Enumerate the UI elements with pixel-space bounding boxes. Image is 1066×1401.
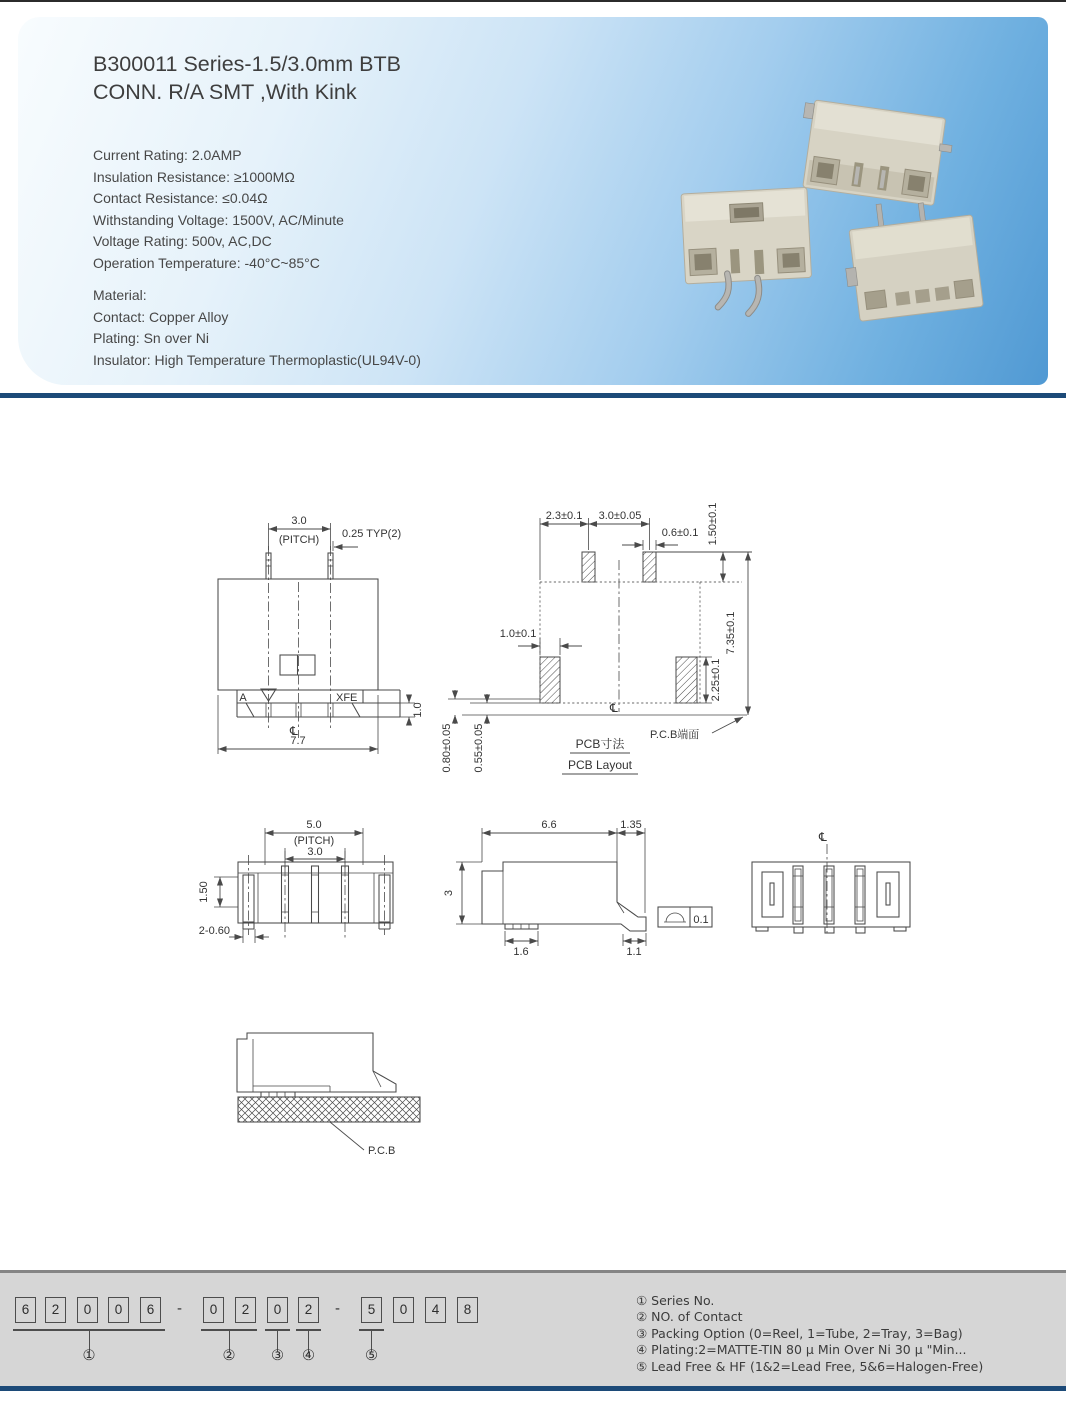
pn-digit-0: 6 — [15, 1297, 36, 1323]
product-photo — [563, 52, 1053, 382]
rear-view-drawing — [752, 830, 910, 934]
mount-pcb-label: P.C.B — [368, 1145, 396, 1157]
page-title — [93, 50, 401, 106]
dim-pcb-nail-pad-width: 1.0±0.1 — [499, 628, 537, 640]
dim-top-slot: 1.50 — [198, 881, 210, 903]
pcb-title-en: PCB Layout — [567, 758, 633, 772]
side-view-drawing — [443, 819, 712, 958]
spec-list — [93, 145, 344, 274]
pn-digit-9: 5 — [361, 1297, 382, 1323]
connector-image-left — [681, 187, 813, 316]
dim-side-latch-len: 1.35 — [620, 819, 642, 831]
dim-side-height: 3 — [443, 889, 455, 897]
dim-front-pitch: 3.0 — [291, 515, 307, 527]
dim-top-pitch: 3.0 — [307, 846, 323, 858]
pn-dash-2: - — [335, 1300, 340, 1317]
dim-front-pitch-label: (PITCH) — [278, 534, 320, 546]
legend-plating: ④ Plating:2=MATTE-TIN 80 μ Min Over Ni 30 μ "Min... — [636, 1342, 967, 1358]
legend-contacts: ② NO. of Contact — [636, 1309, 743, 1325]
dim-pcb-pad-width: 0.6±0.1 — [661, 527, 699, 539]
spec-contact-resistance: Contact Resistance: ≤0.04Ω — [93, 190, 268, 206]
mount-view-drawing — [237, 1033, 420, 1157]
title-line-2: CONN. R/A SMT ,With Kink — [93, 80, 357, 104]
dim-pcb-pad-height: 1.50±0.1 — [707, 502, 719, 546]
pn-callout-3: ③ — [271, 1348, 284, 1364]
pcb-layout-drawing — [441, 503, 752, 774]
part-number-legend — [636, 1293, 983, 1375]
spec-withstanding-voltage: Withstanding Voltage: 1500V, AC/Minute — [93, 211, 344, 228]
header-panel — [18, 17, 1048, 385]
dim-top-nail-span: 5.0 — [306, 819, 322, 831]
technical-drawings — [0, 420, 1066, 1200]
spec-voltage-rating: Voltage Rating: 500v, AC,DC — [93, 233, 272, 249]
material-plating: Plating: Sn over Ni — [93, 330, 209, 346]
dim-front-pin-typ: 0.25 TYP(2) — [342, 528, 402, 540]
pcb-centerline-symbol: ℄ — [610, 701, 618, 715]
top-view-drawing — [198, 819, 393, 943]
top-edge-rule — [0, 0, 1066, 2]
mark-a-label: A — [239, 692, 247, 704]
rear-centerline-symbol: ℄ — [819, 830, 827, 844]
pn-digit-7: 0 — [267, 1297, 288, 1323]
material-title: Material: — [93, 287, 147, 303]
pn-digit-12: 8 — [457, 1297, 478, 1323]
spec-insulation-resistance: Insulation Resistance: ≥1000MΩ — [93, 168, 295, 185]
pn-digit-5: 0 — [203, 1297, 224, 1323]
dim-pcb-offset: 2.3±0.1 — [545, 510, 583, 522]
legend-packing: ③ Packing Option (0=Reel, 1=Tube, 2=Tray, 3=Bag) — [636, 1325, 963, 1341]
connector-image-top — [794, 99, 956, 207]
pn-callout-4: ④ — [302, 1348, 315, 1364]
dim-side-coplanarity: 0.1 — [693, 914, 709, 926]
dim-side-pad-len: 1.6 — [513, 946, 529, 958]
dim-side-tip-len: 1.1 — [626, 946, 642, 958]
dim-pcb-nail-pad-height: 2.25±0.1 — [710, 658, 722, 702]
dim-pcb-pitch: 3.0±0.05 — [598, 510, 642, 522]
material-insulator: Insulator: High Temperature Thermoplastic(UL94V-0) — [93, 351, 421, 368]
spec-current-rating: Current Rating: 2.0AMP — [93, 147, 242, 163]
legend-series: ① Series No. — [636, 1293, 715, 1308]
front-view-drawing — [218, 515, 424, 754]
section-divider — [0, 393, 1066, 398]
pn-digit-2: 0 — [77, 1297, 98, 1323]
dim-pcb-clearance-a: 0.80±0.05 — [441, 723, 453, 773]
dim-top-nail-width: 2-0.60 — [198, 925, 230, 937]
dim-front-body-width: 7.7 — [290, 735, 306, 747]
connector-image-bottom — [838, 193, 983, 322]
pcb-title-cn: PCB寸法 — [575, 737, 625, 751]
pn-callout-5: ⑤ — [365, 1348, 378, 1364]
pn-digit-11: 4 — [425, 1297, 446, 1323]
dim-side-body-len: 6.6 — [541, 819, 557, 831]
pn-digit-1: 2 — [45, 1297, 66, 1323]
pn-digit-10: 0 — [393, 1297, 414, 1323]
pn-digit-6: 2 — [235, 1297, 256, 1323]
dim-top-pitch-label: (PITCH) — [293, 835, 335, 847]
pn-callout-2: ② — [222, 1348, 236, 1364]
spec-operation-temperature: Operation Temperature: -40°C~85°C — [93, 254, 320, 271]
pn-dash-1: - — [177, 1300, 182, 1317]
material-list — [93, 285, 421, 371]
pn-digit-8: 2 — [298, 1297, 319, 1323]
title-line-1: B300011 Series-1.5/3.0mm BTB — [93, 52, 401, 76]
pcb-edge-label: P.C.B端面 — [650, 729, 700, 741]
pn-digit-3: 0 — [108, 1297, 129, 1323]
front-centerline-symbol: ℄ — [290, 724, 298, 738]
dim-pcb-clearance-b: 0.55±0.05 — [473, 723, 485, 773]
mark-xfe-label: XFE — [336, 692, 358, 704]
dim-pcb-total-height: 7.35±0.1 — [725, 611, 737, 655]
bottom-edge-rule — [0, 1386, 1066, 1391]
legend-leadfree: ⑤ Lead Free & HF (1&2=Lead Free, 5&6=Halogen-Free) — [636, 1358, 984, 1374]
pn-callout-1: ① — [82, 1348, 96, 1364]
material-contact: Contact: Copper Alloy — [93, 308, 229, 325]
pn-digit-4: 6 — [140, 1297, 161, 1323]
dim-front-rail-height: 1.0 — [412, 702, 424, 718]
